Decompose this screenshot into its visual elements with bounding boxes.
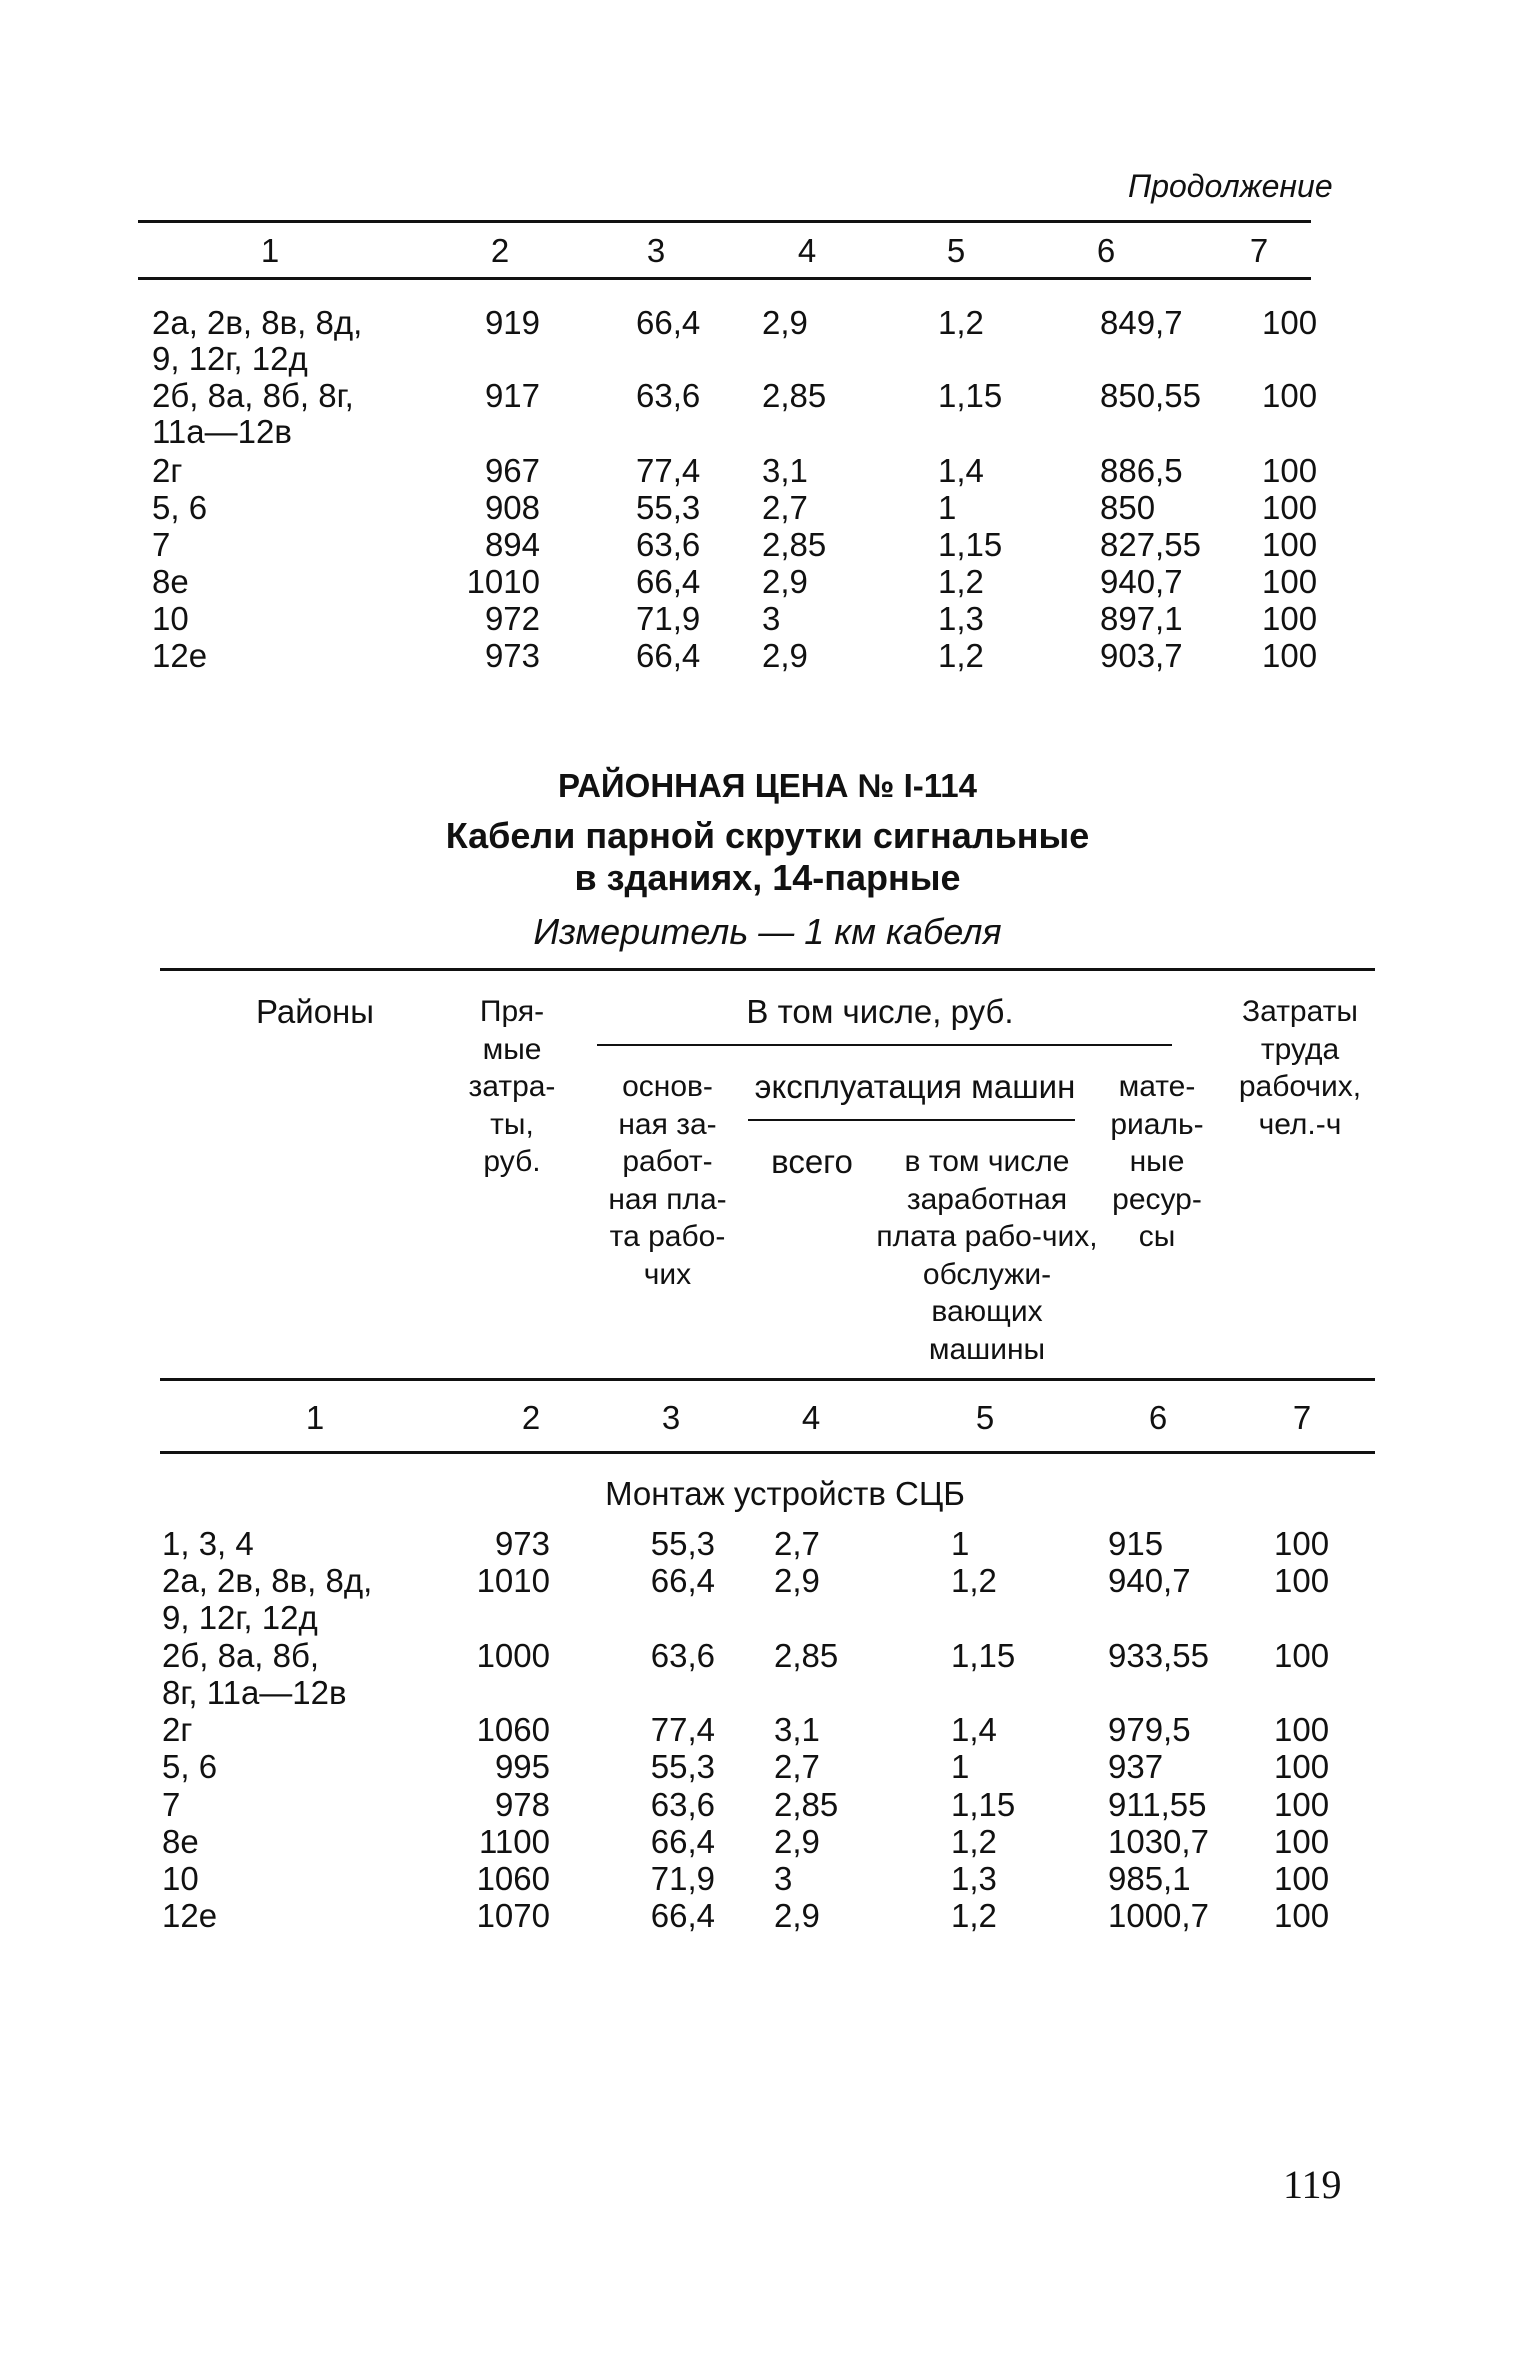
table1-header-rule: [138, 277, 1311, 280]
col-number: 3: [646, 232, 666, 269]
base-wage-cell: 66,4: [650, 1897, 715, 1934]
labor-cell: 100: [1262, 377, 1318, 414]
price-title: РАЙОННАЯ ЦЕНА № І-114: [557, 767, 977, 804]
district-cell: 7: [162, 1786, 181, 1823]
materials-cell: 940,7: [1108, 1562, 1191, 1599]
table-row: [0, 526, 1535, 563]
col-number: 1: [305, 1399, 325, 1436]
base-wage-cell: 55,3: [636, 489, 701, 526]
district-cell-cont: 9, 12г, 12д: [152, 340, 308, 377]
materials-cell: 940,7: [1100, 563, 1183, 600]
machine-wage-cell: 1,4: [938, 452, 984, 489]
table-row: [0, 637, 1535, 674]
machine-wage-cell: 1,15: [938, 377, 1003, 414]
direct-cost-cell: 1070: [476, 1897, 550, 1934]
table1-top-rule: [138, 220, 1311, 223]
col-number: 3: [661, 1399, 681, 1436]
table-row: [0, 1748, 1535, 1785]
machine-total-cell: 3: [762, 600, 781, 637]
district-cell: 12е: [162, 1897, 218, 1934]
district-cell: 5, 6: [152, 489, 208, 526]
labor-cell: 100: [1274, 1860, 1330, 1897]
district-cell-cont: 8г, 11а—12в: [162, 1674, 347, 1711]
header-materials: мате-риаль-ные ресур-сы: [1110, 1070, 1204, 1253]
machine-total-cell: 2,85: [774, 1637, 839, 1674]
direct-cost-cell: 973: [484, 637, 540, 674]
header-machine-rule: [748, 1119, 1075, 1121]
materials-cell: 897,1: [1100, 600, 1183, 637]
materials-cell: 1000,7: [1108, 1897, 1209, 1934]
header-districts: Районы: [256, 993, 374, 1030]
table-row: [0, 1711, 1535, 1748]
col-number: 7: [1249, 232, 1269, 269]
district-cell: 10: [152, 600, 189, 637]
base-wage-cell: 77,4: [636, 452, 701, 489]
labor-cell: 100: [1274, 1637, 1330, 1674]
table2-header-rule: [160, 1378, 1375, 1381]
base-wage-cell: 66,4: [636, 304, 701, 341]
base-wage-cell: 55,3: [650, 1748, 715, 1785]
base-wage-cell: 63,6: [636, 526, 701, 563]
machine-wage-cell: 1,2: [951, 1562, 997, 1599]
table-row: [0, 377, 1535, 450]
labor-cell: 100: [1274, 1823, 1330, 1860]
district-cell: 2г: [162, 1711, 193, 1748]
materials-cell: 937: [1108, 1748, 1164, 1785]
materials-cell: 827,55: [1100, 526, 1201, 563]
district-cell: 2б, 8а, 8б, 8г,: [152, 377, 354, 414]
machine-wage-cell: 1,15: [938, 526, 1003, 563]
base-wage-cell: 66,4: [636, 563, 701, 600]
district-cell: 12е: [152, 637, 208, 674]
page-number: 119: [1283, 2162, 1342, 2207]
direct-cost-cell: 973: [494, 1525, 550, 1562]
materials-cell: 850,55: [1100, 377, 1201, 414]
materials-cell: 1030,7: [1108, 1823, 1209, 1860]
header-total: всего: [771, 1143, 853, 1180]
labor-cell: 100: [1274, 1562, 1330, 1599]
direct-cost-cell: 1000: [476, 1637, 550, 1674]
machine-wage-cell: 1: [938, 489, 957, 526]
machine-total-cell: 2,9: [774, 1897, 820, 1934]
district-cell: 2а, 2в, 8в, 8д,: [162, 1562, 373, 1599]
machine-total-cell: 2,9: [762, 563, 808, 600]
direct-cost-cell: 919: [484, 304, 540, 341]
base-wage-cell: 66,4: [650, 1823, 715, 1860]
base-wage-cell: 63,6: [650, 1786, 715, 1823]
district-cell: 2г: [152, 452, 183, 489]
header-base-wage: основ-ная за-работ-ная пла-та рабо-чих: [608, 1070, 727, 1291]
header-machine-ops: эксплуатация машин: [754, 1068, 1076, 1105]
direct-cost-cell: 1010: [466, 563, 540, 600]
labor-cell: 100: [1274, 1897, 1330, 1934]
table-row: [0, 489, 1535, 526]
machine-wage-cell: 1,4: [951, 1711, 997, 1748]
direct-cost-cell: 995: [494, 1748, 550, 1785]
direct-cost-cell: 894: [484, 526, 540, 563]
table2-top-rule: [160, 968, 1375, 971]
labor-cell: 100: [1274, 1525, 1330, 1562]
continuation-label: Продолжение: [1128, 168, 1333, 204]
machine-wage-cell: 1,3: [938, 600, 984, 637]
table-row: [0, 1823, 1535, 1860]
table2-numbers-rule: [160, 1451, 1375, 1454]
machine-total-cell: 2,85: [762, 526, 827, 563]
machine-total-cell: 2,7: [762, 489, 808, 526]
direct-cost-cell: 972: [484, 600, 540, 637]
direct-cost-cell: 978: [494, 1786, 550, 1823]
table-row: [0, 563, 1535, 600]
machine-wage-cell: 1,2: [938, 563, 984, 600]
district-cell: 7: [152, 526, 171, 563]
district-cell: 8е: [162, 1823, 199, 1860]
materials-cell: 911,55: [1108, 1786, 1207, 1823]
machine-total-cell: 3,1: [762, 452, 808, 489]
district-cell: 10: [162, 1860, 199, 1897]
base-wage-cell: 66,4: [650, 1562, 715, 1599]
table-row: [0, 1786, 1535, 1823]
base-wage-cell: 77,4: [650, 1711, 715, 1748]
machine-total-cell: 2,85: [762, 377, 827, 414]
labor-cell: 100: [1262, 526, 1318, 563]
labor-cell: 100: [1274, 1786, 1330, 1823]
col-number: 5: [946, 232, 966, 269]
table-row: [0, 1860, 1535, 1897]
district-cell: 2а, 2в, 8в, 8д,: [152, 304, 363, 341]
materials-cell: 979,5: [1108, 1711, 1191, 1748]
materials-cell: 849,7: [1100, 304, 1183, 341]
section-title-line2: в зданиях, 14-парные: [574, 857, 961, 898]
base-wage-cell: 66,4: [636, 637, 701, 674]
col-number: 2: [490, 232, 510, 269]
materials-cell: 915: [1108, 1525, 1164, 1562]
district-cell: 2б, 8а, 8б,: [162, 1637, 320, 1674]
col-number: 4: [801, 1399, 821, 1436]
group-label: Монтаж устройств СЦБ: [605, 1475, 965, 1512]
direct-cost-cell: 967: [484, 452, 540, 489]
machine-total-cell: 2,85: [774, 1786, 839, 1823]
labor-cell: 100: [1262, 563, 1318, 600]
machine-total-cell: 2,9: [762, 637, 808, 674]
labor-cell: 100: [1262, 600, 1318, 637]
table-row: [0, 1897, 1535, 1934]
materials-cell: 850: [1100, 489, 1156, 526]
district-cell: 8е: [152, 563, 189, 600]
district-cell: 1, 3, 4: [162, 1525, 254, 1562]
header-incl-wage: в том числе заработная плата рабо-чих, обслужи-вающих машины: [876, 1145, 1098, 1366]
machine-wage-cell: 1,2: [951, 1897, 997, 1934]
direct-cost-cell: 1100: [479, 1823, 550, 1860]
table-row: [0, 1525, 1535, 1562]
header-labor: Затраты труда рабочих, чел.-ч: [1238, 995, 1362, 1141]
machine-wage-cell: 1,3: [951, 1860, 997, 1897]
col-number: 1: [260, 232, 280, 269]
header-including: В том числе, руб.: [746, 993, 1014, 1030]
direct-cost-cell: 908: [484, 489, 540, 526]
machine-total-cell: 3: [774, 1860, 793, 1897]
col-number: 4: [797, 232, 817, 269]
machine-total-cell: 3,1: [774, 1711, 820, 1748]
machine-wage-cell: 1,15: [951, 1637, 1016, 1674]
materials-cell: 886,5: [1100, 452, 1183, 489]
base-wage-cell: 63,6: [636, 377, 701, 414]
base-wage-cell: 55,3: [650, 1525, 715, 1562]
machine-total-cell: 2,7: [774, 1525, 820, 1562]
table-row: [0, 600, 1535, 637]
col-number: 6: [1148, 1399, 1168, 1436]
base-wage-cell: 63,6: [650, 1637, 715, 1674]
base-wage-cell: 71,9: [650, 1860, 715, 1897]
col-number: 5: [975, 1399, 995, 1436]
table-row: [0, 1637, 1535, 1711]
labor-cell: 100: [1262, 452, 1318, 489]
col-number: 6: [1096, 232, 1116, 269]
materials-cell: 903,7: [1100, 637, 1183, 674]
direct-cost-cell: 1060: [476, 1860, 550, 1897]
machine-wage-cell: 1,2: [938, 637, 984, 674]
machine-wage-cell: 1: [951, 1748, 970, 1785]
direct-cost-cell: 1060: [476, 1711, 550, 1748]
header-direct-costs: Пря-мые затра-ты, руб.: [468, 995, 556, 1178]
col-number: 7: [1292, 1399, 1312, 1436]
machine-total-cell: 2,9: [774, 1823, 820, 1860]
direct-cost-cell: 917: [484, 377, 540, 414]
materials-cell: 985,1: [1108, 1860, 1191, 1897]
labor-cell: 100: [1274, 1711, 1330, 1748]
machine-wage-cell: 1: [951, 1525, 970, 1562]
machine-total-cell: 2,9: [774, 1562, 820, 1599]
direct-cost-cell: 1010: [476, 1562, 550, 1599]
section-title-line1: Кабели парной скрутки сигнальные: [445, 815, 1090, 856]
machine-total-cell: 2,9: [762, 304, 808, 341]
header-including-rule: [597, 1044, 1172, 1046]
table-row: [0, 304, 1535, 377]
labor-cell: 100: [1274, 1748, 1330, 1785]
materials-cell: 933,55: [1108, 1637, 1209, 1674]
col-number: 2: [521, 1399, 541, 1436]
labor-cell: 100: [1262, 304, 1318, 341]
table-row: [0, 452, 1535, 489]
labor-cell: 100: [1262, 637, 1318, 674]
machine-wage-cell: 1,15: [951, 1786, 1016, 1823]
district-cell: 5, 6: [162, 1748, 218, 1785]
base-wage-cell: 71,9: [636, 600, 701, 637]
labor-cell: 100: [1262, 489, 1318, 526]
machine-wage-cell: 1,2: [938, 304, 984, 341]
machine-wage-cell: 1,2: [951, 1823, 997, 1860]
measure-unit: Измеритель — 1 км кабеля: [533, 911, 1002, 952]
district-cell-cont: 11а—12в: [152, 413, 292, 450]
machine-total-cell: 2,7: [774, 1748, 820, 1785]
district-cell-cont: 9, 12г, 12д: [162, 1599, 318, 1636]
table-row: [0, 1562, 1535, 1636]
